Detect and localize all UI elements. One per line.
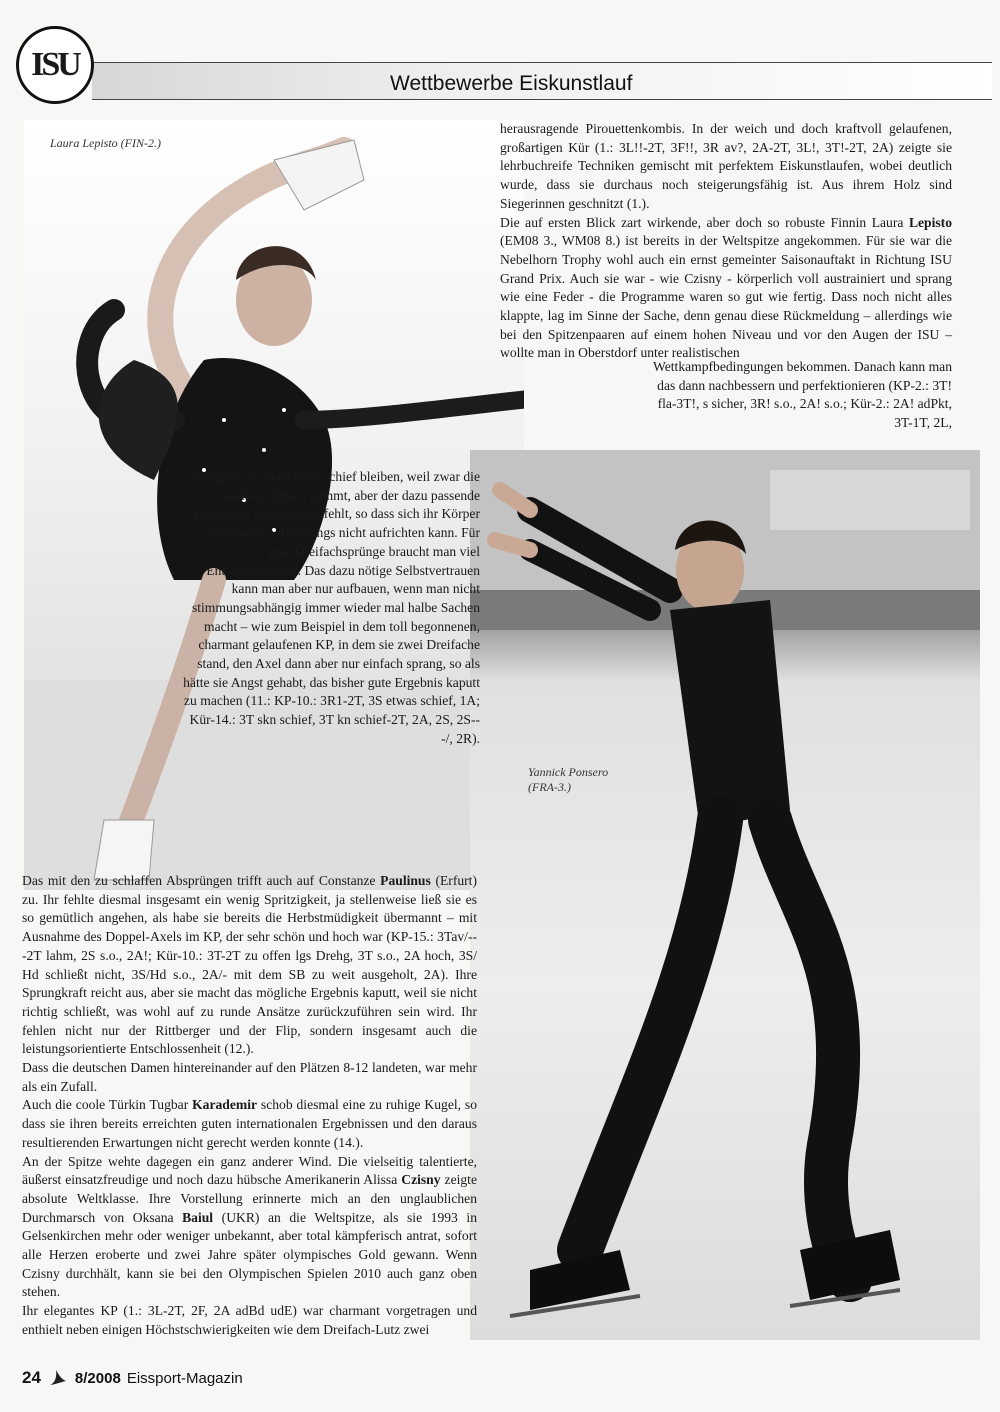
name-baiul: Baiul <box>182 1209 214 1225</box>
caption-ponsero-name: Yannick Ponsero <box>528 765 609 779</box>
text-span: Das mit den zu schlaffen Absprüngen trifft auch auf Constanze <box>22 873 381 888</box>
name-karademir: Karademir <box>192 1097 258 1113</box>
page-footer <box>22 1367 243 1389</box>
isu-logo-text: ISU <box>31 46 79 83</box>
isu-logo <box>16 26 94 104</box>
text-span: zeigte absolute Weltklasse. Ihre Vorstellung erinnerte mich an den unglaublichen Durchmarsch von Oksana <box>22 1172 477 1225</box>
paragraph-karademir <box>22 1096 477 1152</box>
text-span: (UKR) an die Weltspitze, als sie 1993 in Gelsenkirchen mehr oder weniger unbekannt, aber total kämpferisch antrat, sofort alle Herzen eroberte und zwei Jahre später olympisches Gold gewann. Wenn Czisny durchhält, kann sie bei den Olympischen Spielen 2010 auch ganz oben stehen. <box>22 1209 477 1300</box>
magazine-name: Eissport-Magazin <box>126 1369 243 1387</box>
photo-yannick-ponsero <box>470 450 980 1340</box>
article-lower <box>22 872 477 1340</box>
caption-ponsero-country: (FRA-3.) <box>528 780 571 794</box>
paragraph-lepisto-cont: Wettkampfbedingungen bekommen. Danach kann man das dann nachbessern und perfektionieren (KP-2.: 3T! fla-3T!, s sicher, 3R! s.o., 2A! s.o.; Kür-2.: 2A! adPkt, 3T-1T, 2L, <box>652 359 952 431</box>
text-span: (EM08 3., WM08 8.) ist bereits in der Weltspitze angekommen. Für sie war die Nebelhorn Trophy wohl auch ein ernst gemeinter Saisonauftakt in Richtung ISU Grand Prix. Auch sie war - wie Czisny - körperlich voll austrainiert und sprang wie eine Feder - die Programme waren so gut wie fertig. Dass noch nicht alles klappte, lag im Sinne der Sache, denn genau diese Rückmeldung – allerdings wie bei den Spitzenpaaren auf einem hohen Niveau und vor den Augen der ISU – wollte man in Oberstdorf unter realistischen <box>500 233 952 361</box>
paragraph-czisny <box>22 1153 477 1303</box>
paragraph-german-ladies: Dass die deutschen Damen hintereinander auf den Plätzen 8-12 landeten, war mehr als ein Zufall. <box>22 1060 477 1094</box>
article-right-top <box>500 120 952 363</box>
paragraph-paulinus <box>22 872 477 1059</box>
text-span: (Erfurt) zu. Ihr fehlte diesmal insgesamt ein wenig Spritzigkeit, ja stellenweise ließ sie es so gemütlich angehen, als habe sie bereits die Herbstmüdigkeit übermannt – mit Ausnahme des Doppel-Axels im KP, der sehr schön und hoch war (KP-15.: 3Tav/---2T lahm, 2S s.o., 2A!; Kür-10.: 3T-2T zu offen lgs Drehg, 3T s.o., 2A hoch, 3S/ Hd schließt nicht, 3S/Hd s.o., 2A/- mit dem SB zu weit ausgeholt, 2A). Ihre Sprungkraft reicht aus, aber sie macht das mögliche Ergebnis kaputt, weil sie nicht richtig schließt, was wohl auf zu runde Ansätze zurückzuführen sein wird. Ihr fehlen nicht nur der Rittberger und der Flip, sondern insgesamt auch die leistungsorientierte Entschlossenheit (12.). <box>22 873 477 1057</box>
name-paulinus: Paulinus <box>380 873 431 888</box>
article-right-narrow <box>640 358 952 433</box>
section-title: Wettbewerbe Eiskunstlauf <box>390 72 633 95</box>
article-middle-wrap <box>180 468 480 749</box>
paragraph-lepisto <box>500 214 952 364</box>
page-number: 24 <box>22 1368 41 1387</box>
text-span: schob diesmal eine zu ruhige Kugel, so dass sie ihren bereits erreichten guten internationalen Ergebnissen und den daraus resultierenden Erwartungen nicht gerecht werden konnte (14.). <box>22 1097 478 1150</box>
caption-lepisto: Laura Lepisto (FIN-2.) <box>50 136 161 150</box>
name-lepisto: Lepisto <box>908 214 952 230</box>
text-span: Die auf ersten Blick zart wirkende, aber doch so robuste Finnin Laura <box>500 214 909 230</box>
name-czisny: Czisny <box>401 1172 441 1188</box>
caption-ponsero <box>528 765 608 795</box>
issue-number: 8/2008 <box>74 1369 121 1387</box>
paragraph-czisny-kuer: herausragende Pirouettenkombis. In der weich und doch kraftvoll gelaufenen, großartigen Kür (1.: 3L!!-2T, 3F!!, 3R av?, 2A-2T, 3L!, 3T!-2T, 2A) zeigte sie lehrbuchreife Techniken gemischt mit perfektem Eiskunstlaufen, wobei deutlich wurde, dass sie durchaus noch steigerungsfähig ist. Aus ihrem Holz sind Siegerinnen geschnitzt (1.). <box>500 121 952 211</box>
skater-ponsero-illustration <box>470 450 980 1340</box>
magazine-bird-logo-icon <box>47 1367 69 1389</box>
text-span: An der Spitze wehte dagegen ein ganz anderer Wind. Die vielseitig talentierte, äußerst einsatzfreudige und noch dazu hübsche Amerikanerin Alissa <box>22 1153 477 1188</box>
paragraph-czisny-kp: Ihr elegantes KP (1.: 3L-2T, 2F, 2A adBd udE) war charmant vorgetragen und enthielt neben einigen Höchstschwierigkeiten wie dem Dreifach-Lutz zwei <box>22 1303 477 1337</box>
paragraph-jumps: sprüngen, die manchmal schief bleiben, weil zwar die Geschwindigkeit stimmt, aber der dazu passende endgültige Krafteinsatz fehlt, so dass sich ihr Körper während des Absprungs nicht aufrichten kann. Für gute Dreifachsprünge braucht man viel Entschlossenheit. Das dazu nötige Selbstvertrauen kann man aber nur aufbauen, wenn man nicht stimmungsabhängig immer wieder mal halbe Sachen macht – wie zum Beispiel in dem toll begonnenen, charmant gelaufenen KP, in dem sie zwei Dreifache stand, den Axel dann aber nur einfach sprang, so als hätte sie Angst gehabt, das bisher gute Ergebnis kaputt zu machen (11.: KP-10.: 3R1-2T, 3S etwas schief, 1A; Kür-14.: 3T skn schief, 3T kn schief-2T, 2A, 2S, 2S---/, 2R). <box>183 469 480 746</box>
text-span: Auch die coole Türkin Tugbar <box>22 1097 193 1113</box>
